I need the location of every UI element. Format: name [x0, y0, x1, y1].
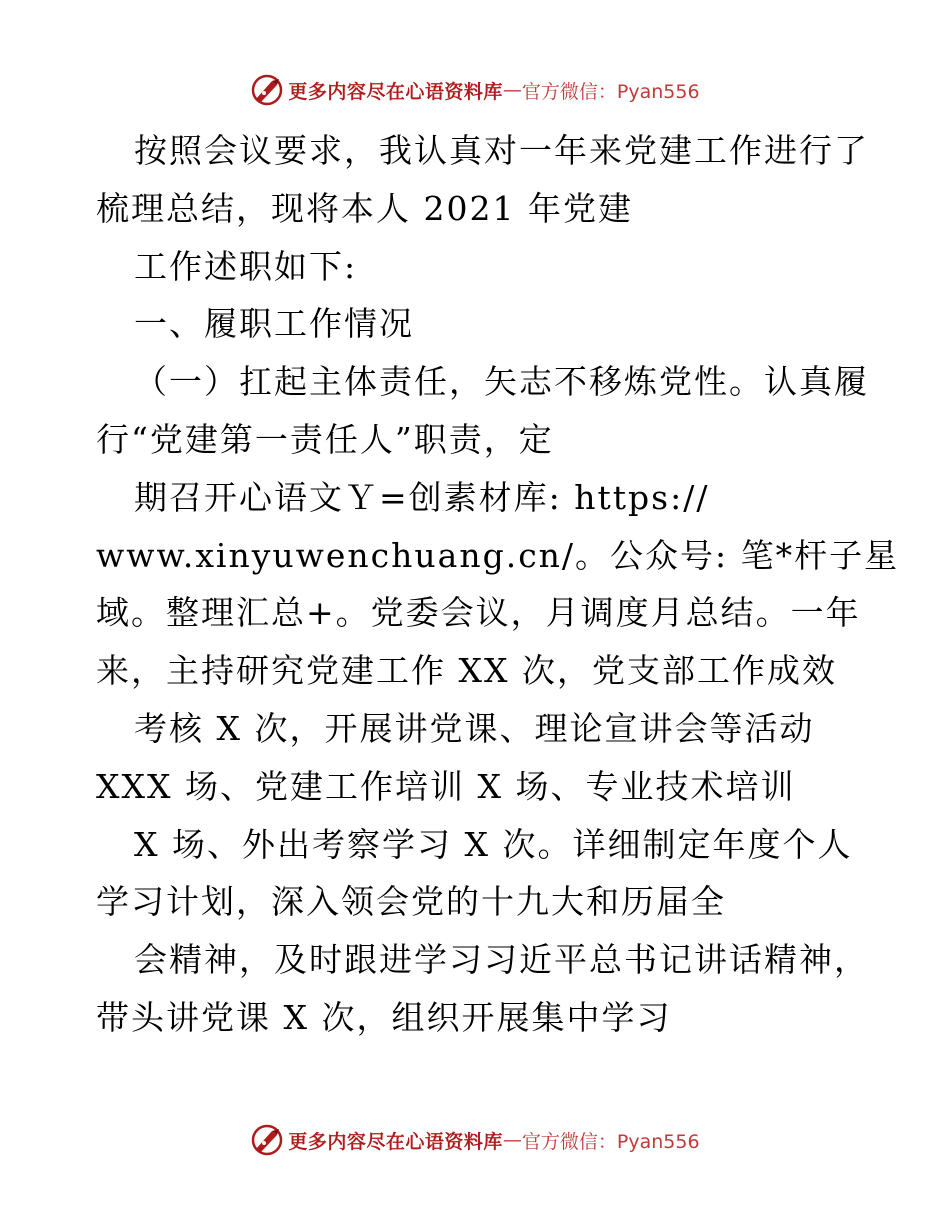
paragraph-line: 行“党建第一责任人”职责，定 [96, 419, 554, 459]
footer-banner [0, 1118, 950, 1162]
banner-separator: — [502, 1129, 522, 1151]
paragraph-line: 梳理总结，现将本人 2021 年党建 [96, 188, 633, 228]
paragraph-line: 学习计划，深入领会党的十九大和历届全 [96, 882, 726, 922]
paragraph-line: 期召开心语文Ｙ=创素材库: https:// [134, 477, 710, 517]
banner-site-text: 更多内容尽在心语资料库 [288, 80, 503, 103]
pen-nib-logo-icon [250, 73, 284, 107]
section-heading: 一、履职工作情况 [134, 304, 414, 344]
paragraph-line: 域。整理汇总+。党委会议，月调度月总结。一年 [96, 593, 861, 633]
paragraph-line: X 场、外出考察学习 X 次。详细制定年度个人 [134, 824, 853, 864]
paragraph-line: www.xinyuwenchuang.cn/。公众号: 笔*杆子星 [96, 535, 900, 575]
paragraph-line: 来，主持研究党建工作 XX 次，党支部工作成效 [96, 651, 837, 691]
paragraph-line: 带头讲党课 X 次，组织开展集中学习 [96, 997, 672, 1037]
document-body [96, 122, 900, 1047]
paragraph-line: 按照会议要求，我认真对一年来党建工作进行了 [134, 131, 869, 170]
paragraph-line: XXX 场、党建工作培训 X 场、专业技术培训 [96, 766, 796, 806]
header-banner [0, 68, 950, 112]
pen-nib-logo-icon [250, 1123, 284, 1157]
paragraph-line: 工作述职如下: [134, 246, 358, 286]
paragraph-line: （一）扛起主体责任，矢志不移炼党性。认真履 [134, 362, 869, 402]
banner-contact-text: 官方微信：Pyan556 [521, 80, 700, 103]
paragraph-line: 会精神，及时跟进学习习近平总书记讲话精神， [134, 940, 869, 980]
paragraph-line: 考核 X 次，开展讲党课、理论宣讲会等活动 [134, 708, 815, 748]
banner-site-text: 更多内容尽在心语资料库 [288, 1130, 503, 1153]
banner-contact-text: 官方微信：Pyan556 [521, 1130, 700, 1153]
banner-separator: — [502, 79, 522, 101]
